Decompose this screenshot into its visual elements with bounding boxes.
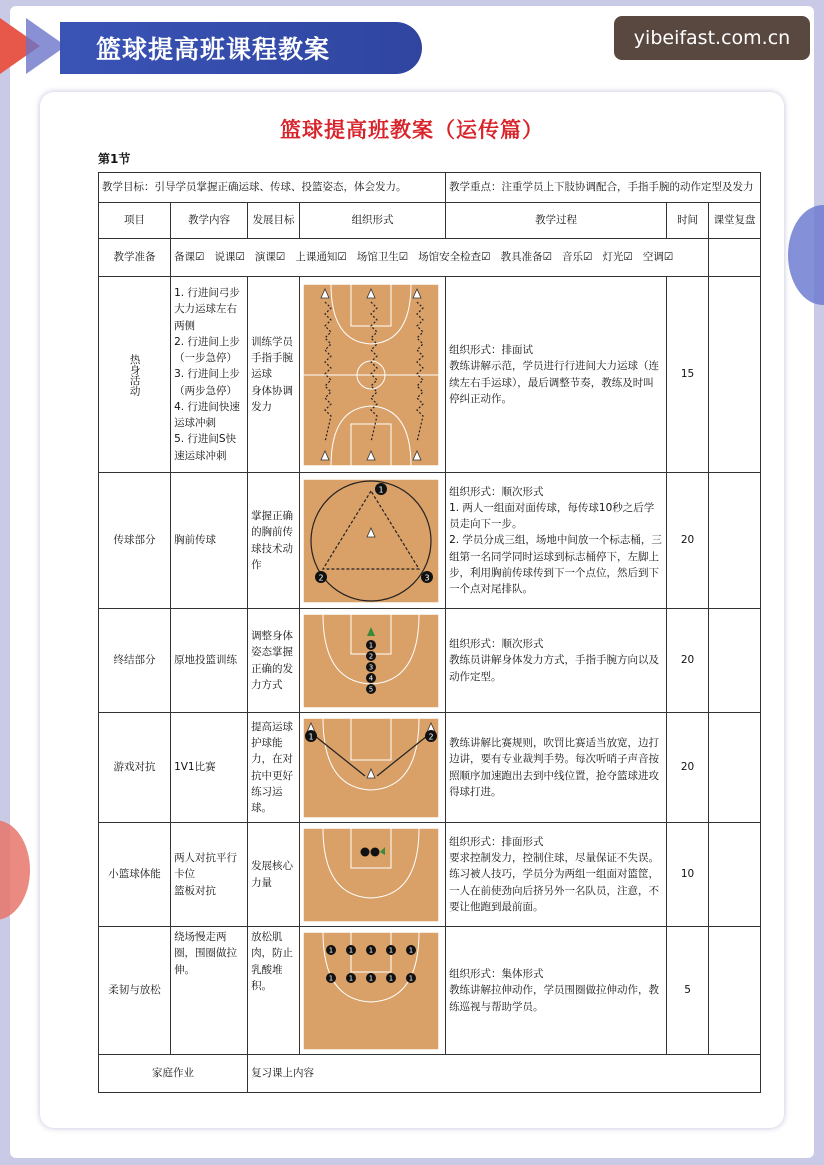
row-goal: 调整身体姿态掌握正确的发力方式 [248, 609, 300, 713]
diagram-cell [300, 823, 446, 927]
section-label: 第1节 [98, 152, 131, 166]
player-number: 1 [388, 974, 394, 982]
row-content: 绕场慢走两圈，围圈做拉伸。 [171, 927, 248, 1055]
diagram-cell [300, 277, 446, 473]
player-number: 1 [328, 946, 334, 954]
player-number: 4 [368, 674, 374, 682]
row-content: 1. 行进间弓步大力运球左右两侧 2. 行进间上步（一步急停） 3. 行进间上步（两步急停） 4. 行进间快速运球冲刺 5. 行进间S快速运球冲刺 [171, 277, 248, 473]
player-number: 1 [368, 946, 374, 954]
prep-item: 场馆安全检查☑ [418, 251, 491, 264]
header-item: 项目 [99, 203, 171, 239]
row-goal: 掌握正确的胸前传球技术动作 [248, 473, 300, 609]
row-item: 传球部分 [99, 473, 171, 609]
review-cell [709, 823, 761, 927]
review-cell [709, 713, 761, 823]
header-review: 课堂复盘 [709, 203, 761, 239]
prep-item: 说课☑ [214, 251, 245, 264]
objective-cell: 教学目标：引导学员掌握正确运球、传球、投篮姿态，体会发力。 [99, 173, 446, 203]
court-diagram-1v1 [301, 716, 441, 820]
row-content: 原地投篮训练 [171, 609, 248, 713]
prep-item: 演课☑ [254, 251, 286, 264]
header-process: 教学过程 [446, 203, 667, 239]
diagram-cell [300, 473, 446, 609]
header-goal: 发展目标 [248, 203, 300, 239]
row-content: 1V1比赛 [171, 713, 248, 823]
row-time: 20 [667, 609, 709, 713]
row-process: 教练讲解比赛规则，吹罚比赛适当放宽，边打边讲，要有专业裁判手势。每次听哨子声音按照顺序加速跑出去到中线位置，抢夺篮球进攻得球打进。 [446, 713, 667, 823]
diagram-cell [300, 713, 446, 823]
prep-item: 空调☑ [642, 251, 674, 264]
player-number: 1 [388, 946, 394, 954]
row-goal: 训练学员手指手腕运球 身体协调发力 [248, 277, 300, 473]
row-time: 20 [667, 473, 709, 609]
row-item: 游戏对抗 [99, 713, 171, 823]
row-item: 小篮球体能 [99, 823, 171, 927]
row-process: 组织形式：集体形式 教练讲解拉伸动作，学员围圈做拉伸动作，教练巡视与帮助学员。 [446, 927, 667, 1055]
prep-checklist [171, 239, 709, 277]
review-cell [709, 927, 761, 1055]
header-content: 教学内容 [171, 203, 248, 239]
row-process: 组织形式：顺次形式 教练员讲解身体发力方式，手指手腕方向以及动作定型。 [446, 609, 667, 713]
player-number: 2 [368, 652, 374, 660]
row-goal: 提高运球护球能力，在对抗中更好练习运球。 [248, 713, 300, 823]
player-number: 1 [408, 946, 414, 954]
row-item: 柔韧与放松 [99, 927, 171, 1055]
row-process: 组织形式：排面形式 要求控制发力，控制住球，尽量保证不失误。练习被人技巧，学员分为两组一组面对篮筐，一人在前使劲向后挤另外一名队员，注意，不要让他跑到最前面。 [446, 823, 667, 927]
prep-item: 灯光☑ [602, 251, 633, 264]
player-number: 1 [408, 974, 414, 982]
player-number: 1 [348, 946, 354, 954]
prep-label: 教学准备 [99, 239, 171, 277]
row-item: 热身活动 [99, 277, 171, 473]
lesson-card [40, 92, 784, 1128]
header-time: 时间 [667, 203, 709, 239]
prep-item: 场馆卫生☑ [356, 251, 409, 264]
player-number: 2 [318, 573, 324, 582]
watermark: yibeifast.com.cn [614, 16, 810, 60]
review-cell [709, 277, 761, 473]
player-number: 2 [428, 732, 434, 741]
row-time: 20 [667, 713, 709, 823]
player-number: 1 [348, 974, 354, 982]
row-time: 10 [667, 823, 709, 927]
lesson-table [98, 172, 761, 1093]
court-diagram-boxout [301, 826, 441, 924]
player-number: 1 [308, 732, 314, 741]
homework-value: 复习课上内容 [248, 1055, 761, 1093]
row-goal: 放松肌肉，防止乳酸堆积。 [248, 927, 300, 1055]
row-process: 组织形式：排面试 教练讲解示范，学员进行行进间大力运球（连续左右手运球），最后调整节奏，教练及时叫停纠正动作。 [446, 277, 667, 473]
player-number: 1 [368, 641, 374, 649]
row-time: 5 [667, 927, 709, 1055]
prep-item: 教具准备☑ [500, 251, 553, 264]
player-number: 3 [368, 663, 374, 671]
row-time: 15 [667, 277, 709, 473]
player-number: 5 [368, 685, 374, 693]
header-title: 篮球提高班课程教案 [96, 35, 331, 64]
review-cell [709, 473, 761, 609]
player-number: 1 [378, 485, 384, 494]
row-process: 组织形式：顺次形式 1. 两人一组面对面传球，每传球10秒之后学员走向下一步。 2. 学员分成三组，场地中间放一个标志桶，三组第一名同学同时运球到标志桶停下，左脚上步，利用胸前传球传到下一个点位，然后到下一个点对尾排队。 [446, 473, 667, 609]
court-diagram-stretch [301, 930, 441, 1052]
prep-item: 上课通知☑ [295, 251, 347, 264]
player-number: 3 [424, 573, 430, 582]
review-cell [709, 609, 761, 713]
header-banner [60, 22, 422, 74]
row-content: 两人对抗平行卡位 篮板对抗 [171, 823, 248, 927]
row-goal: 发展核心力量 [248, 823, 300, 927]
prep-item: 备课☑ [174, 251, 205, 264]
court-diagram-passing [301, 477, 441, 605]
diagram-cell [300, 927, 446, 1055]
review-cell [709, 239, 761, 277]
court-diagram-warmup [301, 282, 441, 468]
doc-title: 篮球提高班教案（运传篇） [280, 118, 544, 142]
row-content: 胸前传球 [171, 473, 248, 609]
header-organization: 组织形式 [300, 203, 446, 239]
prep-item: 音乐☑ [562, 251, 593, 264]
diagram-cell [300, 609, 446, 713]
homework-label: 家庭作业 [99, 1055, 248, 1093]
player-number: 1 [328, 974, 334, 982]
row-item: 终结部分 [99, 609, 171, 713]
focus-cell: 教学重点：注重学员上下肢协调配合，手指手腕的动作定型及发力 [446, 173, 761, 203]
player-number: 1 [368, 974, 374, 982]
court-diagram-shooting [301, 612, 441, 710]
